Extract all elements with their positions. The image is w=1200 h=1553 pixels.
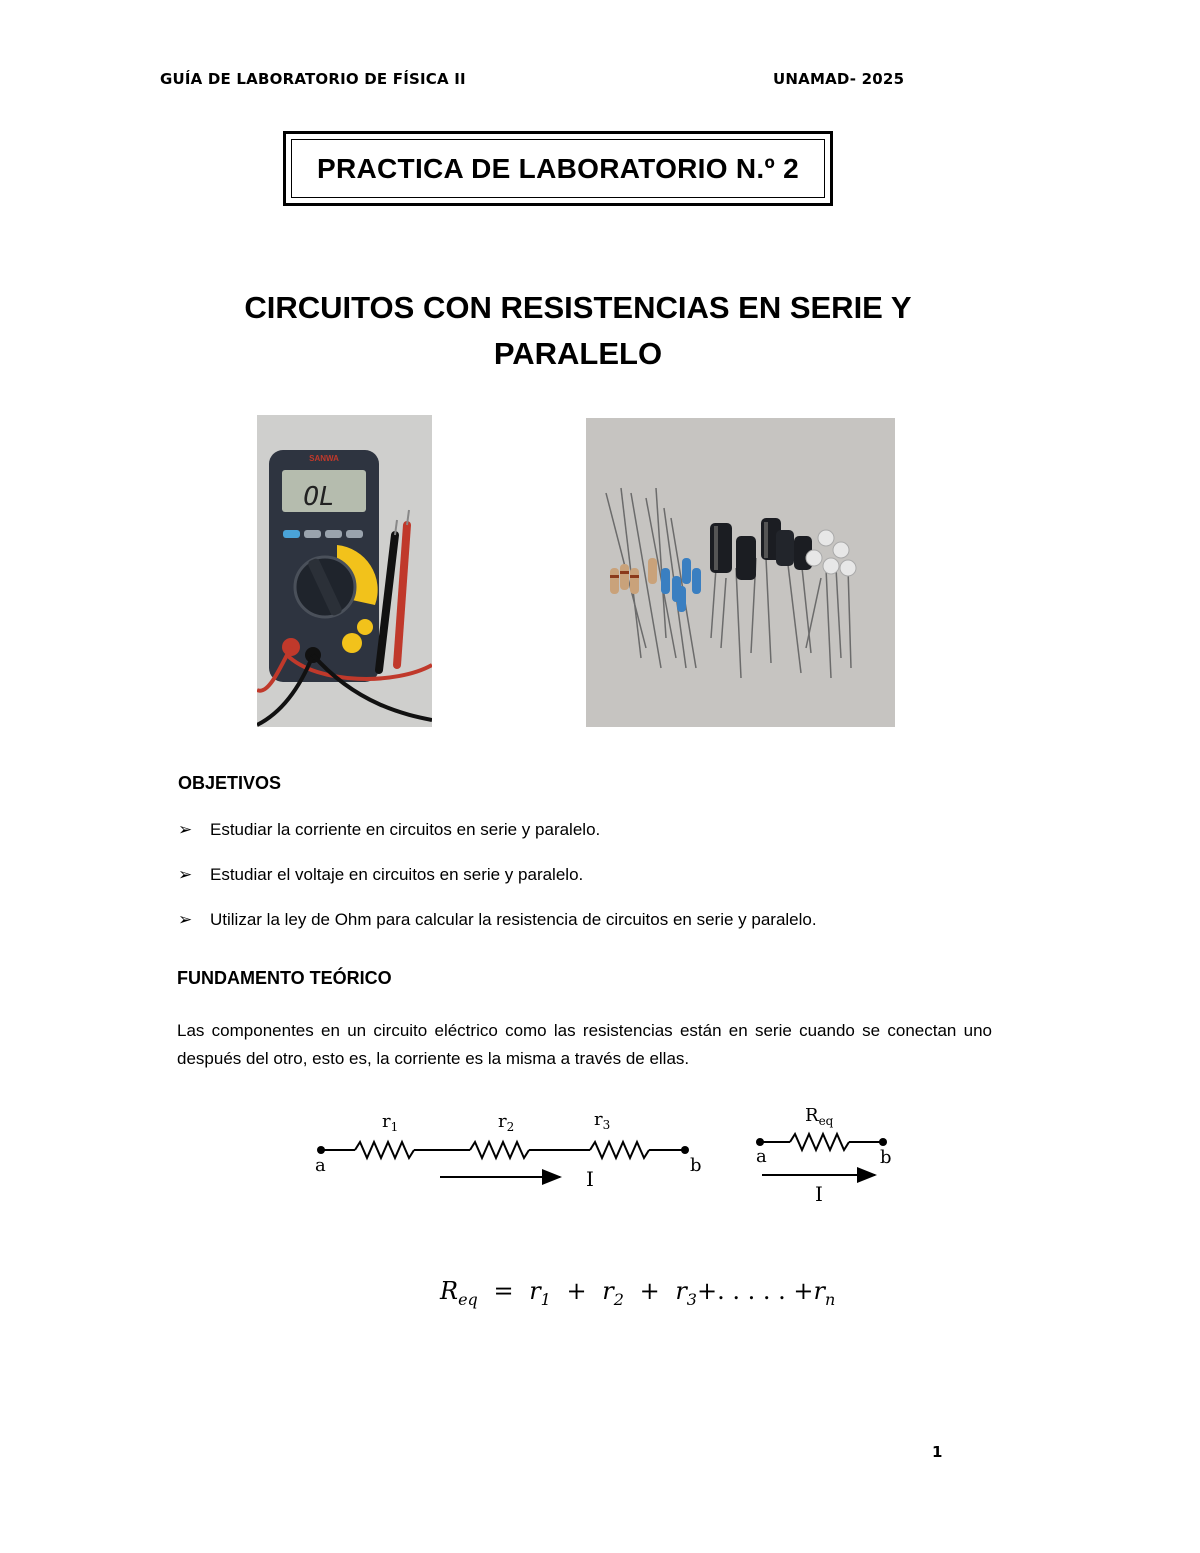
arrow-bullet-icon: ➢ xyxy=(178,820,193,839)
header-right: UNAMAD- 2025 xyxy=(773,70,905,88)
node-a-dot xyxy=(317,1146,325,1154)
req-label: $R_{eq}$ xyxy=(805,1105,834,1128)
eq-node-b-dot xyxy=(879,1138,887,1146)
r2-label: $r_2$ xyxy=(498,1111,515,1134)
objective-item xyxy=(178,820,600,840)
main-title xyxy=(150,285,1006,377)
eq-node-b-label: b xyxy=(880,1147,892,1168)
arrow-bullet-icon: ➢ xyxy=(178,865,193,884)
theory-title: FUNDAMENTO TEÓRICO xyxy=(177,968,392,988)
node-b-dot xyxy=(681,1146,689,1154)
page-number: 1 xyxy=(932,1443,943,1461)
objective-item xyxy=(178,865,583,885)
components-photo xyxy=(586,418,895,727)
series-circuit xyxy=(321,1142,685,1177)
theory-paragraph: Las componentes en un circuito eléctrico como las resistencias están en serie cuando se conectan uno después del otro, esto es, la corriente es la misma a través de ellas. xyxy=(177,1021,992,1068)
eq-node-a-label: a xyxy=(756,1146,767,1167)
practice-title: PRACTICA DE LABORATORIO N.º 2 xyxy=(291,139,825,198)
multimeter-brand: SANWA xyxy=(309,454,339,463)
node-a-label: a xyxy=(315,1155,326,1176)
main-title-line1: CIRCUITOS CON RESISTENCIAS EN SERIE Y xyxy=(244,290,912,325)
eq-current-label: I xyxy=(815,1182,823,1206)
equivalent-resistance-formula: $R_{eq} = r_1 + r_2 + r_3+$. . . . . $+r_n$ xyxy=(440,1277,836,1309)
current-label: I xyxy=(586,1167,594,1191)
main-title-line2: PARALELO xyxy=(493,336,663,371)
equivalent-circuit xyxy=(760,1134,883,1175)
header-left: GUÍA DE LABORATORIO DE FÍSICA II xyxy=(160,70,466,88)
r3-label: $r_3$ xyxy=(594,1109,611,1132)
practice-title-box xyxy=(283,131,833,206)
eq-node-a-dot xyxy=(756,1138,764,1146)
objective-text: Estudiar la corriente en circuitos en serie y paralelo. xyxy=(210,820,601,839)
objective-text: Estudiar el voltaje en circuitos en serie y paralelo. xyxy=(210,865,584,884)
objective-text: Utilizar la ley de Ohm para calcular la resistencia de circuitos en serie y paralelo. xyxy=(210,910,817,929)
series-circuit-diagram xyxy=(300,1095,920,1210)
arrow-bullet-icon: ➢ xyxy=(178,910,193,929)
objectives-title: OBJETIVOS xyxy=(178,773,282,793)
multimeter-photo xyxy=(257,415,432,727)
objective-item xyxy=(178,910,817,930)
node-b-label: b xyxy=(690,1155,702,1176)
r1-label: $r_1$ xyxy=(382,1111,399,1134)
multimeter-display: OL xyxy=(303,482,335,512)
